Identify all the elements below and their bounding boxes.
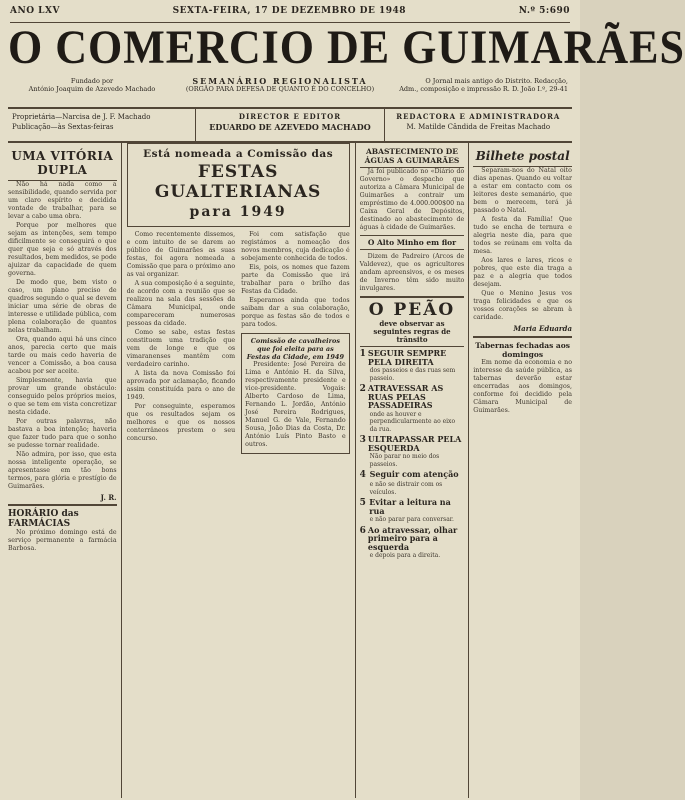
- owner-block: [8, 109, 195, 141]
- owner-label: Proprietária—Narcisa de J. F. Machado: [12, 113, 151, 121]
- rule-item: [360, 435, 465, 452]
- comissao-box: [241, 333, 350, 454]
- rule-note: e não parar para conversar.: [369, 516, 454, 523]
- paragraph: Não admira, por isso, que esta nossa inteligente operação, se apresentasse em tão bons termos, para glória e prestígio de Guimarães.: [8, 451, 117, 490]
- year-label: ANO LXV: [10, 6, 60, 16]
- office-info-1: O Jornal mais antigo do Distrito. Redacção,: [425, 77, 568, 85]
- horario-body: [8, 529, 117, 553]
- weekly-sub: (ORGÃO PARA DEFESA DE QUANTO É DO CONCELHO): [185, 85, 375, 93]
- paragraph: Eis, pois, os nomes que fazem parte da Comissão que irá trabalhar para o brilho das Festas da Cidade.: [241, 264, 350, 295]
- founder-name: António Joaquim de Azevedo Machado: [28, 85, 156, 93]
- paragraph: Por conseguinte, esperamos que os resultados sejam os melhores e que os nossos conterrâneos prestem o seu concurso.: [126, 403, 236, 442]
- article-columns: [8, 143, 572, 798]
- founded-label: Fundado por: [70, 77, 114, 85]
- abastecimento-body: [360, 168, 465, 232]
- paragraph: Como recentemente dissemos, e com intuito de se darem ao público de Guimarães as suas festas, foi agora nomeada a Comissão que para o próximo ano as vai organizar.: [126, 231, 236, 278]
- comissao-box-body: [245, 361, 346, 449]
- rule-item: [360, 349, 465, 366]
- issue-number: N.º 5:690: [518, 6, 570, 16]
- paragraph: Foi com satisfação que registámos a nomeação dos novos membros, cuja dedicação é sobejamente conhecida de todos.: [241, 231, 350, 262]
- paragraph: Dizem de Padreiro (Arcos de Valdevez), que os agricultores andam apreensivos, e os meses de Inverno têm sido muito invulgares.: [359, 253, 465, 292]
- horario-headline: HORÁRIO das FARMÁCIAS: [8, 504, 117, 529]
- rule-item: [360, 498, 465, 515]
- rule-note: e não se distrair com os veículos.: [369, 481, 443, 496]
- paragraph: Em nome da economia e no interesse da saúde pública, as tabernas deverão estar encerradas aos domingos, conforme foi decidido pela Câmara Municipal de Guimarães.: [473, 359, 572, 414]
- director-name: EDUARDO DE AZEVEDO MACHADO: [209, 122, 371, 132]
- office-info: [388, 77, 568, 93]
- rule-item: [360, 526, 465, 552]
- director-head: DIRECTOR E EDITOR: [238, 112, 342, 121]
- alto-minho-headline: O Alto Minho em flor: [360, 235, 465, 250]
- rule-text: Ao atravessar, olhar primeiro para a esquerda: [367, 524, 458, 552]
- admin-block: [385, 109, 572, 141]
- rule-item: [360, 470, 465, 480]
- rule-note: e depois para a direita.: [369, 552, 441, 559]
- rule-number: 1: [359, 349, 366, 359]
- founder-block: [12, 77, 172, 93]
- staff-box: [8, 109, 572, 143]
- peao-subheadline: deve observar as seguintes regras de trânsito: [360, 320, 465, 347]
- rule-note: Não parar no meio dos passeios.: [369, 453, 440, 468]
- paragraph: Esperamos ainda que todos saibam dar a sua colaboração, porque as festas são de todos e para todos.: [241, 297, 350, 328]
- festas-headline-line3: para 1949: [189, 204, 287, 220]
- rule-text: ATRAVESSAR AS RUAS PELAS PASSADEIRAS: [367, 383, 444, 410]
- festas-body-left: [127, 231, 236, 454]
- rule-item: [360, 384, 465, 410]
- rule-text: Evitar a leitura na rua: [369, 497, 451, 516]
- rule-text: ULTRAPASSAR PELA ESQUERDA: [367, 434, 462, 453]
- paragraph: No próximo domingo está de serviço permanente a farmácia Barbosa.: [8, 529, 117, 552]
- tabernas-headline: Tabernas fechadas aos domingos: [473, 336, 572, 359]
- paragraph: Já foi publicado no «Diário do Governo» o despacho que autoriza a Câmara Municipal de Guimarães a contrair um empréstimo de 4.000.000$00 na Caixa Geral de Depósitos, destinado ao abastecimento de águas à cidade de Guimarães.: [359, 168, 465, 231]
- festas-body: [127, 231, 350, 454]
- column-peao: [356, 143, 470, 798]
- paragraph: Aos lares e lares, ricos e pobres, que este dia traga a paz e a alegria que todos desejam.: [473, 257, 572, 288]
- masthead-title: O COMERCIO DE GUIMARÃES: [8, 20, 685, 74]
- rule-text: Seguir com atenção: [369, 469, 459, 479]
- festas-headline-line1: Está nomeada a Comissão das: [143, 148, 334, 160]
- paragraph: A lista da nova Comissão foi aprovada por aclamação, ficando assim constituída para o ano de 1949.: [126, 370, 236, 401]
- festas-headline-box: [127, 143, 350, 227]
- rule-number: 6: [359, 525, 366, 536]
- weekly-block: [186, 77, 374, 93]
- alto-minho-body: [360, 253, 465, 293]
- paragraph: Presidente: José Pereira de Lima e António H. da Silva, respectivamente presidente e vice-presidente. Vogais: Alberto Cardoso de Lima, Fernando L. Jordão, António José Pereira Rodrigues, Manuel G. de Vale, Fernando Sousa, João Dias da Costa, Dr. António Luís Pinto Basto e outros.: [245, 361, 346, 448]
- vitoria-signature: J. R.: [100, 493, 117, 502]
- bilhete-signature: Maria Eduarda: [513, 324, 572, 333]
- rule-number: 5: [359, 498, 366, 508]
- festas-body-right: [241, 231, 350, 454]
- rule-note: dos passeios e das ruas sem passeio.: [369, 367, 456, 382]
- bilhete-headline: Bilhete postal: [473, 143, 572, 167]
- paragraph: Simplesmente, havia que provar um grande obstáculo: conseguido pelos próprios meios, o que se tem em vista concretizar nesta cidade.: [8, 377, 117, 416]
- date-label: SEXTA-FEIRA, 17 DE DEZEMBRO DE 1948: [172, 6, 407, 16]
- admin-name: M. Matilde Cândida de Freitas Machado: [406, 123, 551, 131]
- paragraph: De modo que, bem visto o caso, um plano preciso de quadros segundo o qual se devem iniciar uma série de obras de interesse e utilidade pública, com plena colaboração de quantos nelas trabalham.: [8, 279, 117, 334]
- vitoria-headline: UMA VITÓRIA DUPLA: [8, 143, 117, 181]
- rule-note: onde as houver e perpendicularmente ao eixo da rua.: [369, 410, 456, 433]
- rule-number: 4: [359, 470, 366, 480]
- admin-head: REDACTORA E ADMINISTRADORA: [396, 112, 561, 121]
- paragraph: Não há nada como a sensibilidade, quando servida por um claro espírito e decidida vontade de trabalhar, para se levar a cabo uma obra.: [8, 181, 117, 220]
- rule-number: 3: [359, 435, 366, 445]
- paragraph: A sua composição é a seguinte, de acordo com a reunião que se realizou na sala das sessões da Câmara Municipal, onde compareceram numerosas pessoas da cidade.: [126, 280, 236, 327]
- festas-headline-line2: FESTAS GUALTERIANAS: [154, 162, 322, 202]
- dateline: [10, 0, 570, 23]
- rule-text: SEGUIR SEMPRE PELA DIREITA: [367, 348, 447, 367]
- masthead-subline: [8, 75, 572, 109]
- paragraph: Separam-nos do Natal oito dias apenas. Quando eu voltar a estar em contacto com os leitores deste semanário, que bem o merecem, terá já passado o Natal.: [473, 167, 572, 214]
- paragraph: Por outras palavras, não bastava a boa intenção; haveria que fazer tudo para que o sonho se pudesse tornar realidade.: [8, 418, 117, 449]
- paragraph: Que o Menino Jesus vos traga felicidades e que os vossos corações se abram à caridade.: [473, 290, 572, 321]
- abastecimento-headline: ABASTECIMENTO DE ÁGUAS A GUIMARÃES: [360, 143, 465, 168]
- bilhete-body: [473, 167, 572, 322]
- weekly-label: SEMANÁRIO REGIONALISTA: [192, 76, 368, 86]
- vitoria-body: [8, 181, 117, 491]
- paragraph: A festa da Família! Que tudo se encha de ternura e alegria neste dia, para que todos se reúnam em volta da mesa.: [473, 216, 572, 255]
- paragraph: Ora, quando aqui há uns cinco anos, parecia certo que mais tarde ou mais cedo haveria de vencer a Comissão, a boa causa acabou por ser aceite.: [8, 336, 117, 375]
- paragraph: Como se sabe, estas festas constituem uma tradição que vem de longe e que os vimaranenses mantêm com verdadeiro carinho.: [126, 329, 236, 368]
- rule-number: 2: [359, 384, 366, 394]
- peao-headline: O PEÃO: [360, 296, 465, 320]
- paragraph: Porque por melhores que sejam as intenções, sem tempo dificilmente se conseguirá o que quer que seja e só através dos resultados, bem medidos, se pode ajuizar da capacidade de quem governa.: [8, 222, 117, 277]
- column-vitoria: [8, 143, 122, 798]
- office-info-2: Adm., composição e impressão R. D. João I.º, 29-41: [399, 85, 568, 93]
- column-bilhete: [469, 143, 572, 798]
- column-festas: [122, 143, 356, 798]
- director-block: [195, 109, 384, 141]
- tabernas-body: [473, 359, 572, 415]
- festas-right-text: [241, 231, 350, 329]
- publication-label: Publicação—às Sextas-feiras: [12, 123, 114, 131]
- comissao-box-title: Comissão de cavalheiros que foi eleita para as Festas da Cidade, em 1949: [246, 337, 344, 361]
